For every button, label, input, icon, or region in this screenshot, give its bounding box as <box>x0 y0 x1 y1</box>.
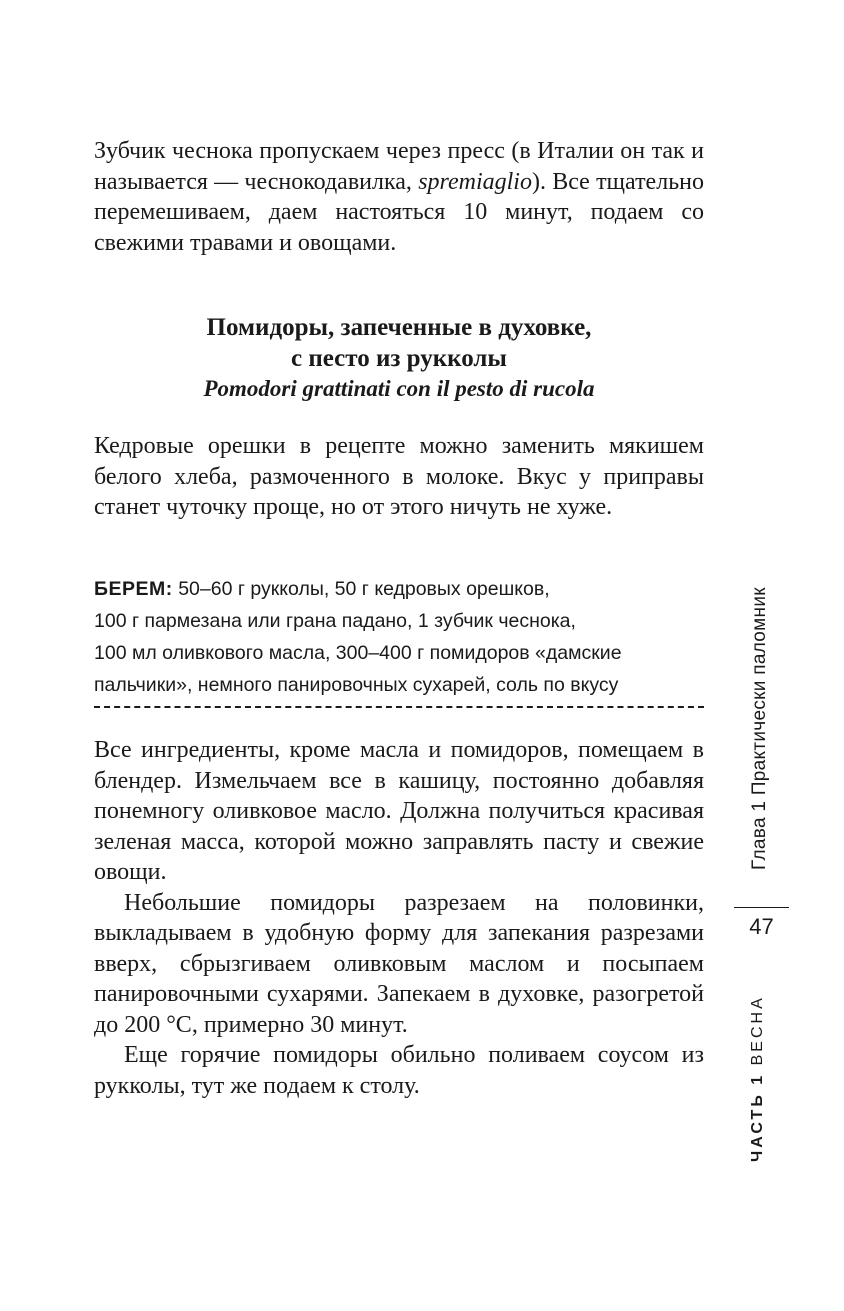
method-paragraph-1: Все ингредиенты, кроме масла и помидоров, помещаем в блендер. Измельчаем все в кашицу, постоянно добавляя понемногу оливковое масло. Должна получиться красивая зеленая масса, которой можно заправлять пасту и свежие овощи. <box>94 737 704 885</box>
part-running-head <box>749 995 767 1162</box>
recipe-lead-paragraph <box>94 431 704 523</box>
method-paragraph-3: Еще горячие помидоры обильно поливаем соусом из рукколы, тут же подаем к столу. <box>94 1042 704 1099</box>
ingredients-label: БЕРЕМ: <box>94 578 173 600</box>
ingredients-line-3: 100 мл оливкового масла, 300–400 г помидоров «дамские <box>94 642 622 664</box>
intro-italic-term: spremiaglio <box>418 168 532 195</box>
part-season: ВЕСНА <box>749 995 766 1073</box>
recipe-lead-text: Кедровые орешки в рецепте можно заменить мякишем белого хлеба, размоченного в молоке. Вкус у приправы станет чуточку проще, но от этого ничуть не хуже. <box>94 433 704 520</box>
ingredients-divider <box>94 706 704 708</box>
ingredients-line-4: пальчики», немного панировочных сухарей, соль по вкусу <box>94 674 619 696</box>
method-text <box>94 735 704 1101</box>
ingredients-line-2: 100 г пармезана или грана падано, 1 зубчик чеснока, <box>94 610 576 632</box>
ingredients-line-1 <box>94 573 704 605</box>
recipe-title-ru-line-1: Помидоры, запеченные в духовке, <box>206 314 592 341</box>
recipe-title <box>94 312 704 404</box>
ingredients-list <box>94 573 704 701</box>
method-paragraph-2: Небольшие помидоры разрезаем на половинки, выкладываем в удобную форму для запекания разрезами вверх, сбрызгиваем оливковым маслом и посыпаем панировочными сухарями. Запекаем в духовке, разогретой до 200 °С, примерно 30 минут. <box>94 889 704 1038</box>
intro-paragraph <box>94 136 704 258</box>
recipe-title-ru-line-2: с песто из рукколы <box>291 345 507 372</box>
ingredients-line-1-text: 50–60 г рукколы, 50 г кедровых орешков, <box>172 578 550 600</box>
page-number: 47 <box>749 914 774 939</box>
intro-text-start: Зубчик чеснока пропускаем через пресс (в Италии он так и называется — чеснокодавилка, <box>94 138 704 195</box>
chapter-running-head: Глава 1 Практически паломник <box>749 587 770 870</box>
recipe-title-italian: Pomodori grattinati con il pesto di rucola <box>203 376 595 401</box>
intro-text-end: ). Все тщательно перемешиваем, даем настояться 10 минут, подаем со свежими травами и овощами. <box>94 168 704 256</box>
part-label: ЧАСТЬ 1 <box>749 1072 766 1162</box>
page-number-rule <box>734 907 789 908</box>
